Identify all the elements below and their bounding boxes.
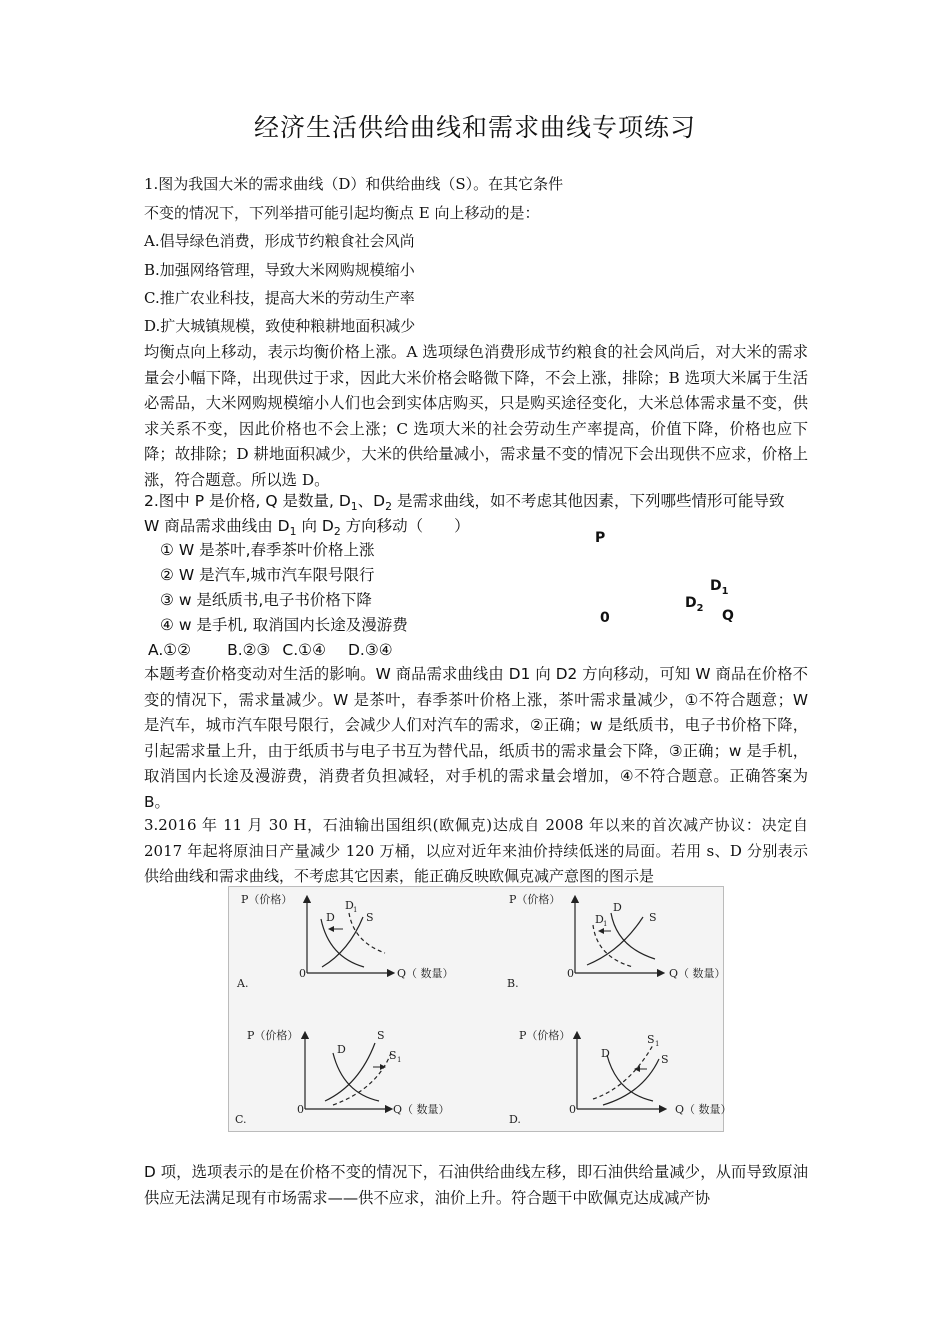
- q2-graph-d1-label: $D_1$: [710, 578, 729, 597]
- panel-d-origin: 0: [569, 1103, 576, 1116]
- panel-d: [509, 1028, 732, 1126]
- q2-stem2-b: 向 D: [296, 517, 334, 535]
- q2-sub4: 2: [333, 525, 341, 539]
- q3-analysis: D 项，选项表示的是在价格不变的情况下，石油供给曲线左移，即石油供给量减少，从而导致原油供应无法满足现有市场需求——供不应求，油价上升。符合题干中欧佩克达成减产协: [144, 1163, 808, 1207]
- q2-choice-b: B.②③: [227, 641, 271, 659]
- q2-choice-a: A.①②: [148, 641, 192, 659]
- q1-analysis: 均衡点向上移动，表示均衡价格上涨。A 选项绿色消费形成节约粮食的社会风尚后，对大米的需求量会小幅下降，出现供过于求，因此大米价格会略微下降，不会上涨，排除；B 选项大米属于生活必需品，大米网购规模缩小人们也会到实体店购买，只是购买途径变化，大米总体需求量不变，供求关系不变，因此价格也不会上涨；C 选项大米的社会劳动生产率提高，价值下降，价格也应下降；故排除；D 耕地面积减少，大米的供给量减小，需求量不变的情况下会出现供不应求，价格上涨，符合题意。所以选 D。: [144, 343, 808, 489]
- panel-a-c1: D: [326, 911, 335, 924]
- panel-c-curve-s1: [333, 1053, 391, 1105]
- panel-c-c2: S: [389, 1049, 397, 1062]
- page-title: 经济生活供给曲线和需求曲线专项练习: [253, 113, 696, 142]
- panel-c-c3: S: [377, 1029, 385, 1042]
- panel-d-c2-sub: 1: [655, 1040, 660, 1048]
- q2-graph-q-label: Q: [722, 608, 734, 624]
- panel-a-c2: D: [345, 899, 354, 912]
- panel-b-c1: D: [613, 901, 622, 914]
- q2-analysis: 本题考查价格变动对生活的影响。W 商品需求曲线由 D1 向 D2 方向移动，可知 W 商品在价格不变的情况下，需求量减少。W 是茶叶，春季茶叶价格上涨，茶叶需求量减少，①不符合题意；W 是汽车，城市汽车限号限行，会减少人们对汽车的需求，②正确；w 是纸质书，电子书价格下降，引起需求量上升，由于纸质书与电子书互为替代品，纸质书的需求量会下降，③正确；w 是手机，取消国内长途及漫游费，消费者负担减轻，对手机的需求量会增加，④不符合题意。正确答案为 B。: [144, 665, 808, 811]
- panel-c-c1: D: [337, 1043, 346, 1056]
- panel-c-origin: 0: [297, 1103, 304, 1116]
- q2-item-3: ③ w 是纸质书,电子书价格下降: [160, 591, 372, 609]
- q1-option-d: D.扩大城镇规模，致使种粮耕地面积减少: [144, 317, 416, 335]
- q1-option-a: A.倡导绿色消费，形成节约粮食社会风尚: [144, 232, 415, 250]
- q2-graph-p-label: P: [595, 530, 606, 546]
- q2-stem1-c: 是需求曲线，如不考虑其他因素，下列哪些情形可能导致: [392, 492, 785, 510]
- q3-figure-svg: [229, 887, 732, 1131]
- panel-b-letter: B.: [507, 977, 519, 990]
- panel-b: [507, 892, 726, 990]
- q3-stem: 3.2016 年 11 月 30 H，石油输出国组织(欧佩克)达成自 2008 年以来的首次减产协议：决定自 2017 年起将原油日产量减少 120 万桶，以应对近年来油价持续低迷的局面。若用 s、D 分别表示供给曲线和需求曲线，不考虑其它因素，能正确反映欧佩克减产意图的图示是: [144, 816, 808, 885]
- panel-a-curve-s: [322, 917, 363, 967]
- q2-stem1-a: 2.图中 P 是价格, Q 是数量, D: [144, 492, 351, 510]
- panel-d-c3: S: [661, 1053, 669, 1066]
- q2-stem2-c: 方向移动（ ）: [340, 517, 470, 535]
- panel-a-c3: S: [366, 911, 374, 924]
- panel-d-letter: D.: [509, 1113, 521, 1126]
- panel-a-letter: A.: [237, 977, 249, 990]
- q2-graph-origin: 0: [600, 610, 610, 626]
- q1-option-c: C.推广农业科技，提高大米的劳动生产率: [144, 289, 415, 307]
- panel-c-curve-s: [325, 1043, 375, 1101]
- panel-d-ylabel: P（价格）: [519, 1029, 571, 1042]
- q2-stem1-b: 、D: [357, 492, 386, 510]
- panel-b-xlabel: Q（ 数量）: [669, 967, 726, 980]
- q2-stem2-a: W 商品需求曲线由 D: [144, 517, 290, 535]
- panel-a-xlabel: Q（ 数量）: [397, 967, 454, 980]
- q2-sub3: 1: [289, 525, 297, 539]
- panel-b-c2: D: [595, 913, 604, 926]
- q2-sub1: 1: [350, 500, 358, 514]
- panel-c: [235, 1028, 450, 1126]
- panel-d-xlabel: Q（ 数量）: [675, 1103, 732, 1116]
- q2-sub2: 2: [385, 500, 393, 514]
- q2-choice-d: D.③④: [347, 641, 393, 659]
- panel-d-curve-s: [603, 1059, 659, 1105]
- q1-option-b: B.加强网络管理，导致大米网购规模缩小: [144, 261, 415, 279]
- q2-item-1: ① W 是茶叶,春季茶叶价格上涨: [160, 541, 375, 559]
- panel-a-curve-d: [321, 919, 364, 967]
- panel-a-origin: 0: [299, 967, 306, 980]
- panel-b-c3: S: [649, 911, 657, 924]
- q2-graph-d2-label: $D_2$: [685, 595, 704, 614]
- panel-a: [236, 892, 454, 990]
- panel-c-ylabel: P（价格）: [247, 1029, 299, 1042]
- panel-a-c2-sub: 1: [353, 906, 358, 914]
- q2-item-4: ④ w 是手机, 取消国内长途及漫游费: [160, 616, 408, 634]
- panel-c-letter: C.: [235, 1113, 247, 1126]
- panel-c-xlabel: Q（ 数量）: [393, 1103, 450, 1116]
- panel-b-c2-sub: 1: [603, 920, 608, 928]
- q2-choices: [148, 636, 393, 665]
- q2-choice-c: C.①④: [282, 641, 326, 659]
- panel-a-ylabel: P（价格）: [241, 893, 293, 906]
- panel-c-c2-sub: 1: [397, 1056, 402, 1064]
- q2-item-2: ② W 是汽车,城市汽车限号限行: [160, 566, 375, 584]
- q3-figure: [228, 886, 732, 1132]
- panel-b-origin: 0: [567, 967, 574, 980]
- q1-stem-line2: 不变的情况下，下列举措可能引起均衡点 E 向上移动的是：: [144, 204, 540, 222]
- panel-b-ylabel: P（价格）: [509, 893, 561, 906]
- panel-d-c1: D: [601, 1047, 610, 1060]
- panel-d-c2: S: [647, 1033, 655, 1046]
- q1-stem-line1: 1.图为我国大米的需求曲线（D）和供给曲线（S）。在其它条件: [144, 175, 564, 193]
